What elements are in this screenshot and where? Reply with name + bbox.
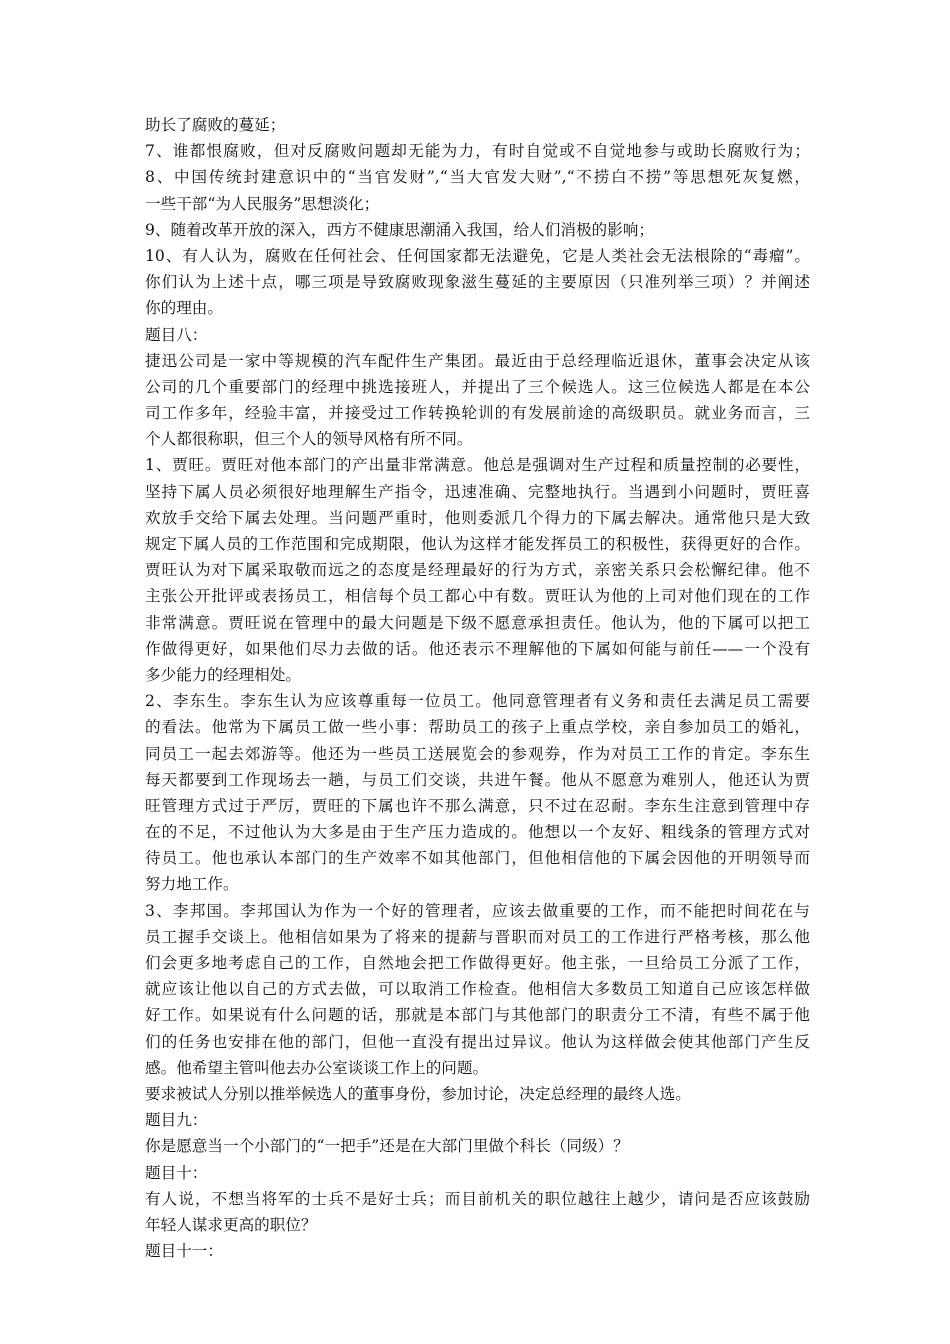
text-line: 司工作多年，经验丰富，并接受过工作转换轮训的有发展前途的高级职员。就业务而言，三: [145, 404, 810, 423]
text-line: 10、有人认为，腐败在任何社会、任何国家都无法避免，它是人类社会无法根除的“毒瘤”。: [145, 246, 810, 265]
text-line: 就应该让他以自己的方式去做，可以取消工作检查。他相信大多数员工知道自己应该怎样做: [145, 980, 810, 999]
text-line: 在的不足，不过他认为大多是由于生产压力造成的。他想以一个友好、粗线条的管理方式对: [145, 823, 810, 842]
text-line: 3、李邦国。李邦国认为作为一个好的管理者，应该去做重要的工作，而不能把时间花在与: [145, 901, 810, 920]
text-line: 你们认为上述十点，哪三项是导致腐败现象滋生蔓延的主要原因（只准列举三项）？并阐述: [145, 273, 810, 292]
text-line: 个人都很称职，但三个人的领导风格有所不同。: [145, 430, 473, 449]
text-line: 助长了腐败的蔓延；: [145, 116, 286, 134]
text-line: 好工作。如果说有什么问题的话，那就是本部门与其他部门的职责分工不清，有些不属于他: [145, 1006, 810, 1025]
text-line: 员工握手交谈上。他相信如果为了将来的提薪与晋职而对员工的工作进行严格考核，那么他: [145, 927, 810, 946]
text-line: 有人说，不想当将军的士兵不是好士兵；而目前机关的职位越往上越少，请问是否应该鼓励: [145, 1189, 810, 1208]
text-line: 旺管理方式过于严厉，贾旺的下属也许不那么满意，只不过在忍耐。李东生注意到管理中存: [145, 796, 810, 815]
text-line: 非常满意。贾旺说在管理中的最大问题是下级不愿意承担责任。他认为，他的下属可以把工: [145, 613, 810, 632]
text-line: 你的理由。: [145, 299, 223, 318]
text-line: 要求被试人分别以推举候选人的董事身份，参加讨论，决定总经理的最终人选。: [145, 1084, 691, 1103]
text-line: 坚持下属人员必须很好地理解生产指令，迅速准确、完整地执行。当遇到小问题时，贾旺喜: [145, 482, 810, 501]
question-heading: 题目十：: [145, 1163, 208, 1182]
text-line: 捷迅公司是一家中等规模的汽车配件生产集团。最近由于总经理临近退休，董事会决定从该: [145, 351, 810, 370]
text-line: 待员工。他也承认本部门的生产效率不如其他部门，但他相信他的下属会因他的开明领导而: [145, 849, 810, 868]
text-line: 规定下属人员的工作范围和完成期限，他认为这样才能发挥员工的积极性，获得更好的合作。: [145, 535, 810, 553]
text-line: 们的任务也安排在他的部门，但他一直没有提出过异议。他认为这样做会使其他部门产生反: [145, 1032, 810, 1051]
question-heading: 题目九：: [145, 1111, 208, 1130]
text-line: 每天都要到工作现场去一趟，与员工们交谈，共进午餐。他从不愿意为难别人，他还认为贾: [145, 770, 810, 789]
text-line: 感。他希望主管叫他去办公室谈谈工作上的问题。: [145, 1058, 489, 1077]
question-heading: 题目八：: [145, 325, 208, 344]
text-line: 多少能力的经理相处。: [145, 665, 301, 684]
text-line: 们会更多地考虑自己的工作，自然地会把工作做得更好。他主张，一旦给员工分派了工作，: [145, 954, 810, 972]
text-line: 一些干部“为人民服务”思想淡化；: [145, 194, 380, 213]
text-line: 9、随着改革开放的深入，西方不健康思潮涌入我国，给人们消极的影响；: [145, 220, 654, 239]
text-line: 你是愿意当一个小部门的“一把手”还是在大部门里做个科长（同级）？: [145, 1137, 629, 1156]
question-heading: 题目十一：: [145, 1242, 223, 1261]
text-line: 作做得更好，如果他们尽力去做的话。他还表示不理解他的下属如何能与前任——一个没有: [145, 639, 810, 658]
text-line: 公司的几个重要部门的经理中挑选接班人，并提出了三个候选人。这三位候选人都是在本公: [145, 377, 810, 396]
text-line: 主张公开批评或表扬员工，相信每个员工都心中有数。贾旺认为他的上司对他们现在的工作: [145, 587, 810, 606]
text-line: 年轻人谋求更高的职位？: [145, 1215, 317, 1234]
document-page: [145, 112, 810, 1264]
text-line: 8、中国传统封建意识中的“当官发财”,“当大官发大财”,“不捞白不捞”等思想死灰复燃，: [145, 168, 810, 187]
text-line: 1、贾旺。贾旺对他本部门的产出量非常满意。他总是强调对生产过程和质量控制的必要性，: [145, 456, 810, 475]
text-line: 努力地工作。: [145, 875, 239, 894]
text-line: 欢放手交给下属去处理。当问题严重时，他则委派几个得力的下属去解决。通常他只是大致: [145, 508, 810, 527]
text-line: 的看法。他常为下属员工做一些小事：帮助员工的孩子上重点学校，亲自参加员工的婚礼，: [145, 718, 810, 737]
text-line: 7、谁都恨腐败，但对反腐败问题却无能为力，有时自觉或不自觉地参与或助长腐败行为；: [145, 142, 810, 161]
text-line: 同员工一起去郊游等。他还为一些员工送展览会的参观券，作为对员工工作的肯定。李东生: [145, 744, 810, 763]
text-line: 2、李东生。李东生认为应该尊重每一位员工。他同意管理者有义务和责任去满足员工需要: [145, 692, 810, 711]
text-line: 贾旺认为对下属采取敬而远之的态度是经理最好的行为方式，亲密关系只会松懈纪律。他不: [145, 561, 810, 580]
